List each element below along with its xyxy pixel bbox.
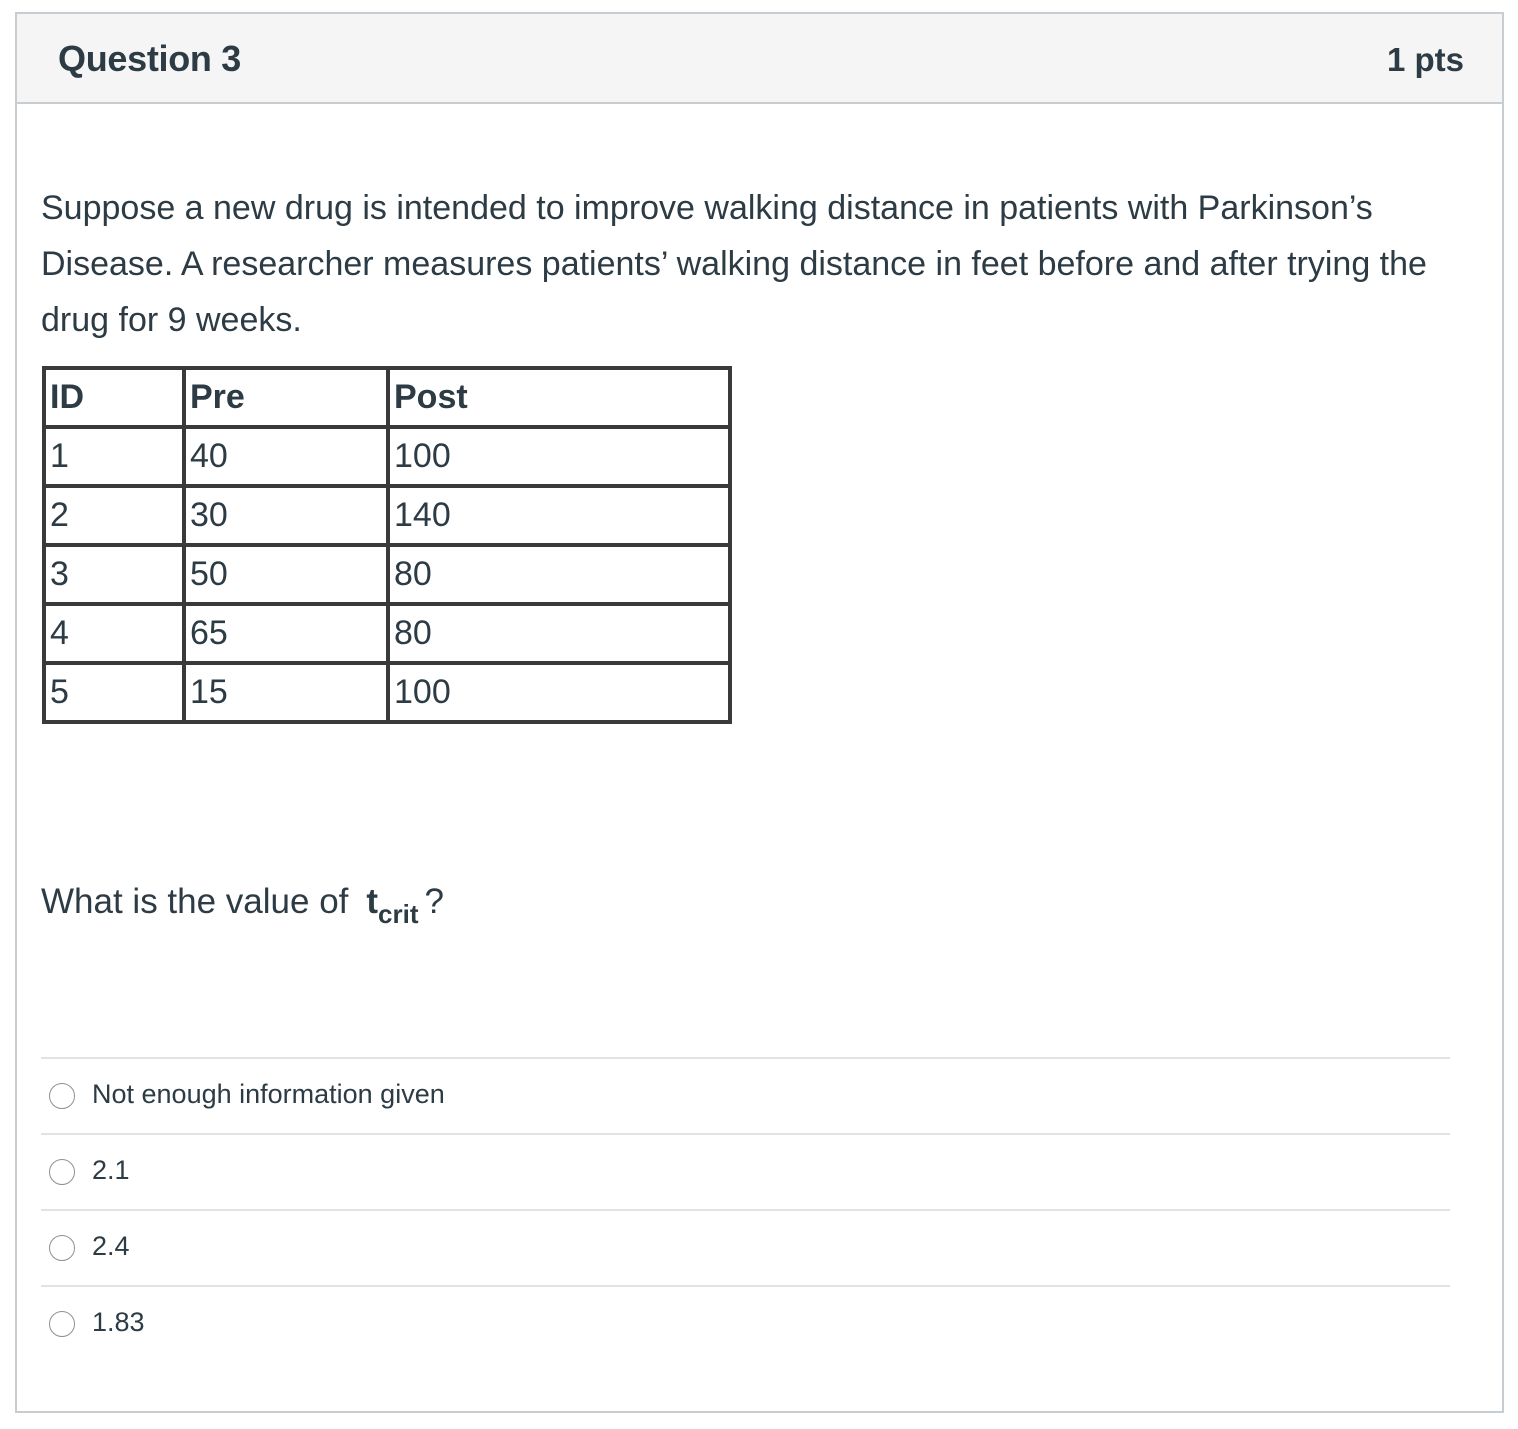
cell-post: 80	[388, 545, 730, 604]
cell-pre: 15	[184, 663, 388, 722]
table-row	[44, 427, 730, 486]
cell-post: 80	[388, 604, 730, 663]
prompt-subscript: crit	[378, 899, 419, 929]
answer-label[interactable]: 1.83	[92, 1307, 145, 1337]
answer-option[interactable]	[41, 1209, 1450, 1285]
question-title: Question 3	[58, 38, 242, 79]
table-row	[44, 486, 730, 545]
radio-button[interactable]	[49, 1159, 75, 1185]
prompt-variable: t	[366, 882, 379, 921]
answer-list	[41, 1057, 1450, 1361]
answer-label[interactable]: Not enough information given	[92, 1079, 445, 1109]
cell-pre: 65	[184, 604, 388, 663]
column-header-pre: Pre	[184, 368, 388, 427]
cell-post: 100	[388, 663, 730, 722]
cell-pre: 40	[184, 427, 388, 486]
cell-id: 1	[44, 427, 184, 486]
cell-id: 3	[44, 545, 184, 604]
table-row	[44, 663, 730, 722]
prompt-question-mark: ?	[424, 882, 444, 921]
cell-pre: 50	[184, 545, 388, 604]
cell-post: 100	[388, 427, 730, 486]
column-header-post: Post	[388, 368, 730, 427]
answer-label[interactable]: 2.1	[92, 1155, 130, 1185]
cell-post: 140	[388, 486, 730, 545]
table-row	[44, 604, 730, 663]
answer-option[interactable]	[41, 1133, 1450, 1209]
cell-id: 2	[44, 486, 184, 545]
table-row	[44, 545, 730, 604]
table-header-row	[44, 368, 730, 427]
radio-button[interactable]	[49, 1083, 75, 1109]
answer-option[interactable]	[41, 1285, 1450, 1361]
column-header-id: ID	[44, 368, 184, 427]
answer-label[interactable]: 2.4	[92, 1231, 130, 1261]
answer-option[interactable]	[41, 1057, 1450, 1133]
cell-pre: 30	[184, 486, 388, 545]
cell-id: 4	[44, 604, 184, 663]
radio-button[interactable]	[49, 1311, 75, 1337]
cell-id: 5	[44, 663, 184, 722]
radio-button[interactable]	[49, 1235, 75, 1261]
prompt-text: What is the value of	[41, 882, 349, 921]
question-points: 1 pts	[1386, 41, 1464, 78]
question-text: Suppose a new drug is intended to improve walking distance in patients with Parkinson’s Disease. A researcher measures patients’ walking distance in feet before and after trying the drug for 9 weeks.	[41, 189, 1427, 339]
question-prompt	[41, 882, 444, 929]
data-table	[42, 366, 732, 724]
question-header	[17, 14, 1502, 104]
